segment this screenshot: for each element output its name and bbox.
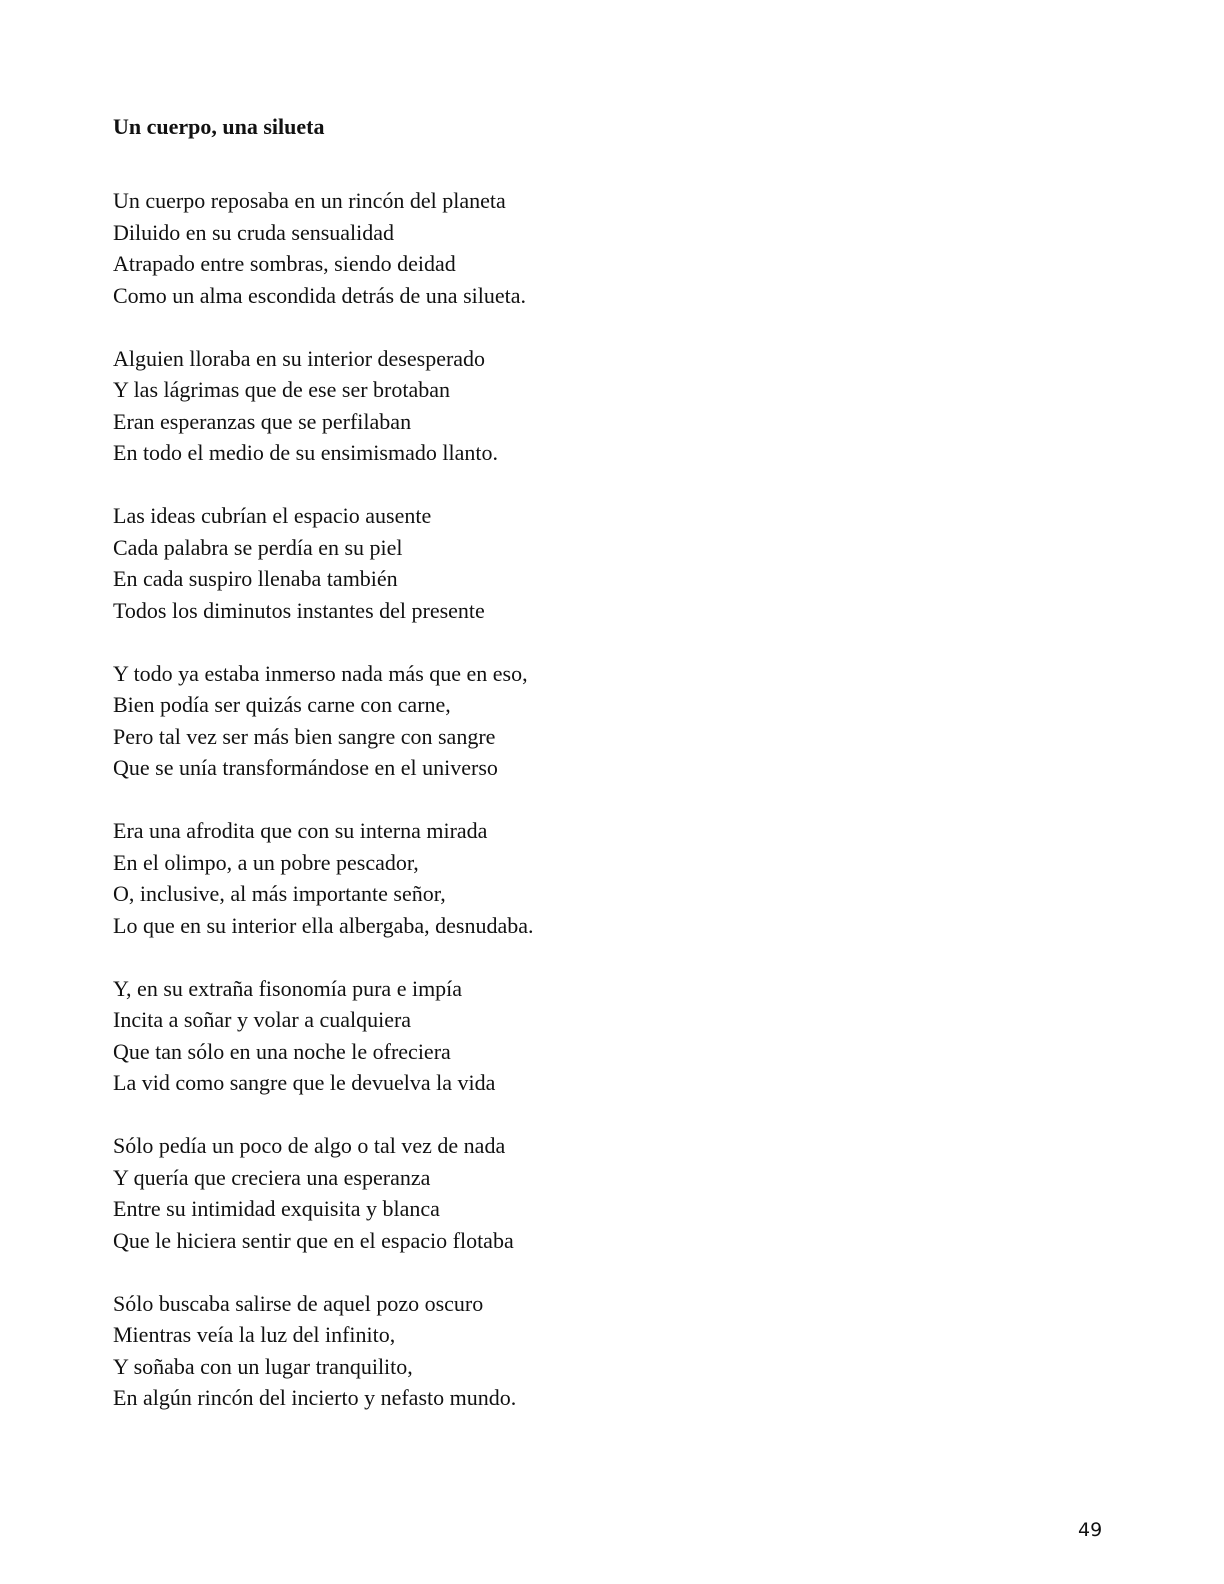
stanza (113, 973, 1013, 1099)
poem-line: O, inclusive, al más importante señor, (113, 881, 446, 906)
poem-line: Diluido en su cruda sensualidad (113, 219, 395, 245)
stanza (113, 815, 1013, 941)
poem-line: Incita a soñar y volar a cualquiera (113, 1007, 412, 1032)
poem-body (113, 185, 1013, 1445)
poem-line: Que se unía transformándose en el universo (113, 755, 498, 780)
poem-line: Las ideas cubrían el espacio ausente (113, 503, 432, 528)
poem-line: En el olimpo, a un pobre pescador, (113, 849, 419, 875)
poem-line: En todo el medio de su ensimismado llanto. (113, 440, 498, 465)
poem-line: Y quería que creciera una esperanza (113, 1164, 431, 1190)
stanza (113, 185, 1013, 311)
stanza (113, 500, 1013, 626)
poem-title: Un cuerpo, una silueta (113, 114, 325, 139)
stanza (113, 658, 1013, 784)
poem-line: Todos los diminutos instantes del presente (113, 597, 485, 623)
poem-line: Que tan sólo en una noche le ofreciera (113, 1038, 451, 1064)
poem-line: Entre su intimidad exquisita y blanca (113, 1196, 440, 1221)
stanza (113, 1288, 1013, 1414)
poem-line: Y soñaba con un lugar tranquilito, (113, 1353, 413, 1379)
poem-line: La vid como sangre que le devuelva la vida (113, 1070, 496, 1095)
poem-line: Era una afrodita que con su interna mirada (113, 818, 488, 843)
poem-line: En algún rincón del incierto y nefasto mundo. (113, 1385, 517, 1410)
poem-line: Que le hiciera sentir que en el espacio flotaba (113, 1227, 514, 1253)
stanza (113, 343, 1013, 469)
poem-line: Mientras veía la luz del infinito, (113, 1322, 396, 1347)
poem-line: Sólo pedía un poco de algo o tal vez de nada (113, 1133, 506, 1158)
poem-line: Pero tal vez ser más bien sangre con sangre (113, 723, 496, 749)
poem-line: Como un alma escondida detrás de una silueta. (113, 282, 526, 308)
page-number: 49 (1078, 1519, 1103, 1541)
poem-line: Cada palabra se perdía en su piel (113, 534, 403, 560)
poem-line: Un cuerpo reposaba en un rincón del planeta (113, 188, 506, 213)
poem-line: Sólo buscaba salirse de aquel pozo oscuro (113, 1290, 484, 1316)
poem-line: Y, en su extraña fisonomía pura e impía (113, 975, 463, 1001)
poem-line: Lo que en su interior ella albergaba, desnudaba. (113, 912, 534, 938)
poem-line: Y las lágrimas que de ese ser brotaban (113, 377, 451, 402)
poem-line: Alguien lloraba en su interior desesperado (113, 345, 486, 371)
stanza (113, 1130, 1013, 1256)
poem-line: Y todo ya estaba inmerso nada más que en eso, (113, 660, 528, 686)
poem-line: Bien podía ser quizás carne con carne, (113, 692, 451, 717)
poem-line: En cada suspiro llenaba también (113, 566, 398, 591)
poem-line: Atrapado entre sombras, siendo deidad (113, 251, 456, 276)
poem-line: Eran esperanzas que se perfilaban (113, 408, 412, 434)
